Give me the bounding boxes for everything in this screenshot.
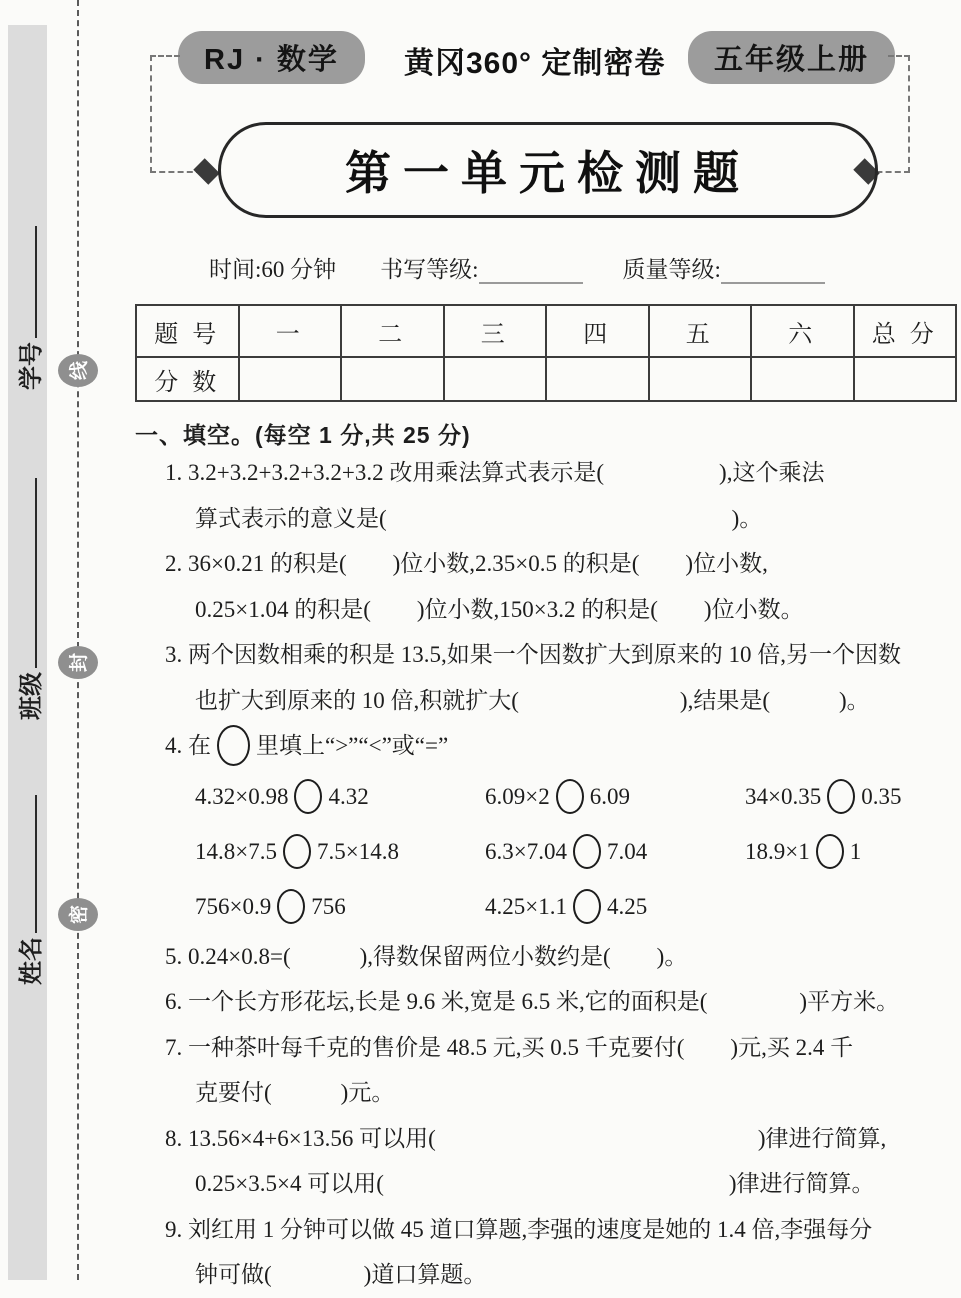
name-label: 姓名 bbox=[17, 937, 45, 985]
comparison-item: 14.8×7.5 7.5×14.8 bbox=[195, 834, 485, 869]
student-id-blank bbox=[19, 226, 37, 338]
score-header-cell: 总 分 bbox=[854, 305, 957, 357]
dashed-connector bbox=[150, 55, 152, 173]
answer-circle bbox=[556, 779, 584, 814]
seal-char: 线 bbox=[69, 360, 91, 381]
seal-badge-feng bbox=[58, 646, 98, 679]
seal-badge-line bbox=[58, 354, 98, 387]
question-7-line-1: 7. 一种茶叶每千克的售价是 48.5 元,买 0.5 千克要付( )元,买 2.4 千 bbox=[165, 1034, 854, 1060]
seal-badge-mi bbox=[58, 898, 98, 931]
question-3-line-2: 也扩大到原来的 10 倍,积就扩大( ),结果是( )。 bbox=[195, 687, 870, 713]
score-cell bbox=[444, 357, 547, 401]
title-banner bbox=[218, 122, 878, 218]
quality-grade-blank bbox=[721, 264, 825, 284]
diamond-icon bbox=[193, 158, 219, 184]
question-4-intro bbox=[135, 723, 957, 769]
main-content bbox=[135, 248, 957, 1298]
answer-circle bbox=[217, 725, 250, 766]
score-cell bbox=[649, 357, 752, 401]
question-2-line-1: 2. 36×0.21 的积是( )位小数,2.35×0.5 的积是( )位小数, bbox=[165, 551, 768, 576]
dashed-connector bbox=[908, 55, 910, 173]
question-5: 5. 0.24×0.8=( ),得数保留两位小数约是( )。 bbox=[165, 943, 688, 969]
question-7-line-2: 克要付( )元。 bbox=[195, 1080, 395, 1105]
quality-grade-label: 质量等级: bbox=[622, 257, 721, 282]
score-table-score-row bbox=[136, 357, 956, 401]
seal-char: 封 bbox=[69, 652, 91, 673]
section-heading: 一、填空。(每空 1 分,共 25 分) bbox=[135, 422, 471, 448]
time-label: 时间:60 分钟 bbox=[209, 257, 337, 282]
score-row-label: 分 数 bbox=[136, 357, 239, 401]
comparison-item: 756×0.9 756 bbox=[195, 889, 485, 924]
question-8-line-2: 0.25×3.5×4 可以用( )律进行简算。 bbox=[195, 1171, 875, 1196]
question-9-line-2: 钟可做( )道口算题。 bbox=[195, 1262, 487, 1287]
answer-circle bbox=[827, 779, 855, 814]
question-9-line-1: 9. 刘红用 1 分钟可以做 45 道口算题,李强的速度是她的 1.4 倍,李强每分 bbox=[165, 1216, 873, 1242]
answer-circle bbox=[573, 834, 601, 869]
brand-title: 黄冈360° 定制密卷 bbox=[404, 47, 666, 80]
question-4-row-2 bbox=[135, 824, 957, 879]
question-6: 6. 一个长方形花坛,长是 9.6 米,宽是 6.5 米,它的面积是( )平方米。 bbox=[165, 989, 900, 1014]
score-header-cell: 六 bbox=[751, 305, 854, 357]
dashed-connector bbox=[150, 55, 180, 57]
score-cell bbox=[751, 357, 854, 401]
score-table-header-row bbox=[136, 305, 956, 357]
question-4-intro-pre: 4. 在 bbox=[165, 733, 211, 758]
comparison-item: 4.25×1.1 4.25 bbox=[485, 889, 647, 924]
answer-circle bbox=[294, 779, 322, 814]
answer-circle bbox=[573, 889, 601, 924]
comparison-item: 6.3×7.04 7.04 bbox=[485, 834, 745, 869]
comparison-item: 4.32×0.98 4.32 bbox=[195, 779, 485, 814]
writing-grade-label: 书写等级: bbox=[380, 257, 479, 282]
seal-char: 密 bbox=[69, 904, 91, 925]
dashed-connector bbox=[888, 55, 910, 57]
question-1-line-2: 算式表示的意义是( )。 bbox=[195, 505, 763, 531]
comparison-item: 6.09×2 6.09 bbox=[485, 779, 745, 814]
score-header-cell: 三 bbox=[444, 305, 547, 357]
class-blank bbox=[19, 478, 37, 668]
question-2-line-2: 0.25×1.04 的积是( )位小数,150×3.2 的积是( )位小数。 bbox=[195, 596, 804, 622]
writing-grade-blank bbox=[479, 264, 583, 284]
class-label: 班级 bbox=[17, 672, 45, 720]
answer-circle bbox=[283, 834, 311, 869]
answer-circle bbox=[816, 834, 844, 869]
exam-title: 第一单元检测题 bbox=[345, 148, 751, 199]
meta-row bbox=[135, 248, 957, 284]
answer-circle bbox=[277, 889, 305, 924]
score-cell bbox=[341, 357, 444, 401]
question-4-row-1 bbox=[135, 769, 957, 824]
student-id-label: 学号 bbox=[17, 342, 45, 390]
name-field bbox=[13, 735, 43, 985]
score-cell bbox=[546, 357, 649, 401]
student-id-field bbox=[13, 200, 43, 390]
score-header-cell: 一 bbox=[239, 305, 342, 357]
question-4-row-3 bbox=[135, 879, 957, 934]
comparison-item: 18.9×1 1 bbox=[745, 834, 861, 869]
score-cell bbox=[239, 357, 342, 401]
seal-dashed-line bbox=[77, 0, 79, 1280]
grade-badge: 五年级上册 bbox=[688, 31, 895, 84]
score-table bbox=[135, 304, 957, 402]
score-header-cell: 题 号 bbox=[136, 305, 239, 357]
question-8-line-1: 8. 13.56×4+6×13.56 可以用( )律进行简算, bbox=[165, 1125, 887, 1151]
class-field bbox=[13, 420, 43, 720]
score-header-cell: 五 bbox=[649, 305, 752, 357]
question-4-intro-post: 里填上“>”“<”或“=” bbox=[256, 733, 449, 758]
score-header-cell: 二 bbox=[341, 305, 444, 357]
score-cell bbox=[854, 357, 957, 401]
question-3-line-1: 3. 两个因数相乘的积是 13.5,如果一个因数扩大到原来的 10 倍,另一个因数 bbox=[165, 642, 901, 667]
subject-badge: RJ · 数学 bbox=[178, 31, 365, 84]
score-header-cell: 四 bbox=[546, 305, 649, 357]
name-blank bbox=[19, 795, 37, 933]
comparison-item: 34×0.35 0.35 bbox=[745, 779, 901, 814]
question-1-line-1: 1. 3.2+3.2+3.2+3.2+3.2 改用乘法算式表示是( ),这个乘法 bbox=[165, 460, 825, 485]
